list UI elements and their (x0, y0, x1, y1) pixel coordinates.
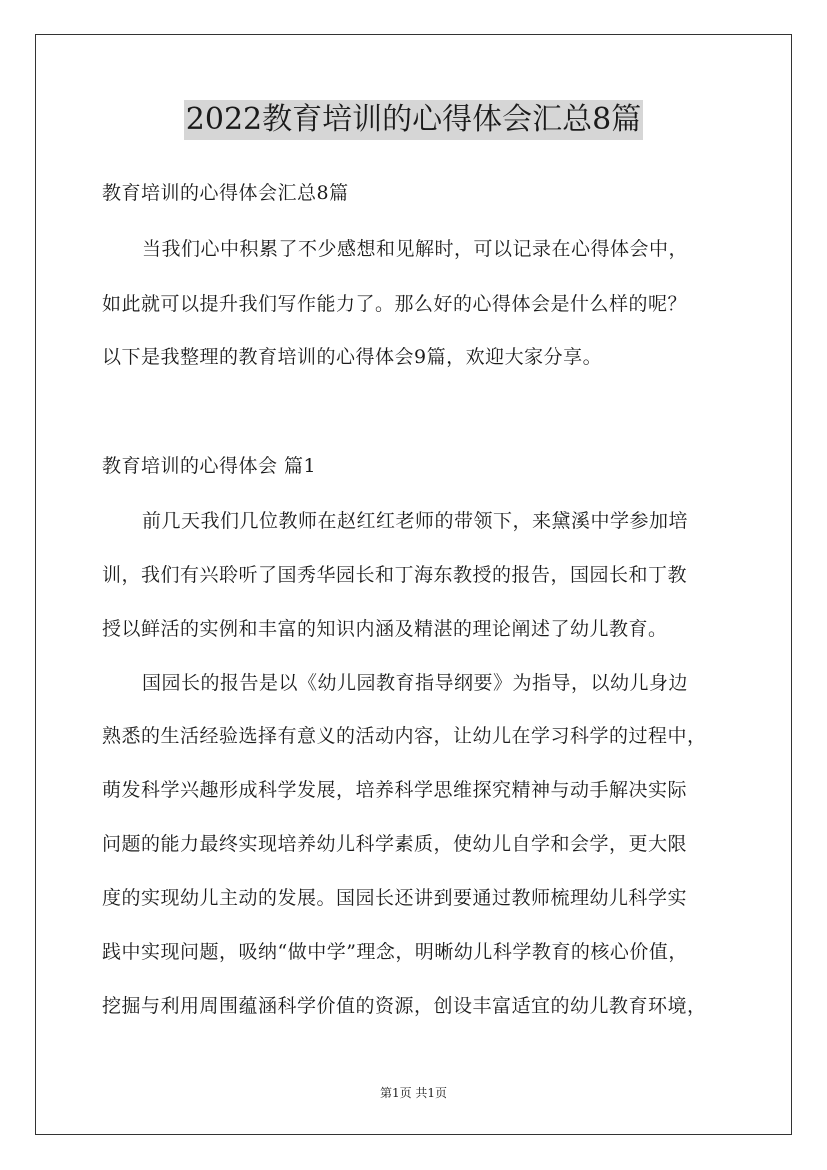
section-heading: 教育培训的心得体会 篇1 (102, 455, 317, 477)
document-title: 2022教育培训的心得体会汇总8篇 (184, 100, 643, 140)
body-line-10: 挖掘与利用周围蕴涵科学价值的资源，创设丰富适宜的幼儿教育环境， (102, 995, 707, 1017)
body-line-5: 熟悉的生活经验选择有意义的活动内容，让幼儿在学习科学的过程中， (102, 725, 707, 747)
body-line-6: 萌发科学兴趣形成科学发展，培养科学思维探究精神与动手解决实际 (102, 779, 688, 801)
body-line-7: 问题的能力最终实现培养幼儿科学素质，使幼儿自学和会学，更大限 (102, 833, 688, 855)
page-footer: 第1页 共1页 (379, 1086, 448, 1100)
body-line-1: 前几天我们几位教师在赵红红老师的带领下，来黛溪中学参加培 (142, 510, 689, 532)
intro-line-2: 如此就可以提升我们写作能力了。那么好的心得体会是什么样的呢？ (102, 293, 688, 315)
body-line-4: 国园长的报告是以《幼儿园教育指导纲要》为指导，以幼儿身边 (142, 672, 689, 694)
title-container (0, 100, 827, 140)
intro-line-3: 以下是我整理的教育培训的心得体会9篇，欢迎大家分享。 (102, 346, 603, 368)
intro-line-1: 当我们心中积累了不少感想和见解时，可以记录在心得体会中， (142, 238, 689, 260)
body-line-2: 训，我们有兴聆听了国秀华园长和丁海东教授的报告，国园长和丁教 (102, 564, 688, 586)
subtitle: 教育培训的心得体会汇总8篇 (102, 182, 349, 204)
body-line-8: 度的实现幼儿主动的发展。国园长还讲到要通过教师梳理幼儿科学实 (102, 887, 688, 909)
body-line-9: 践中实现问题，吸纳“做中学”理念，明晰幼儿科学教育的核心价值， (102, 941, 688, 963)
body-line-3: 授以鲜活的实例和丰富的知识内涵及精湛的理论阐述了幼儿教育。 (102, 618, 668, 640)
